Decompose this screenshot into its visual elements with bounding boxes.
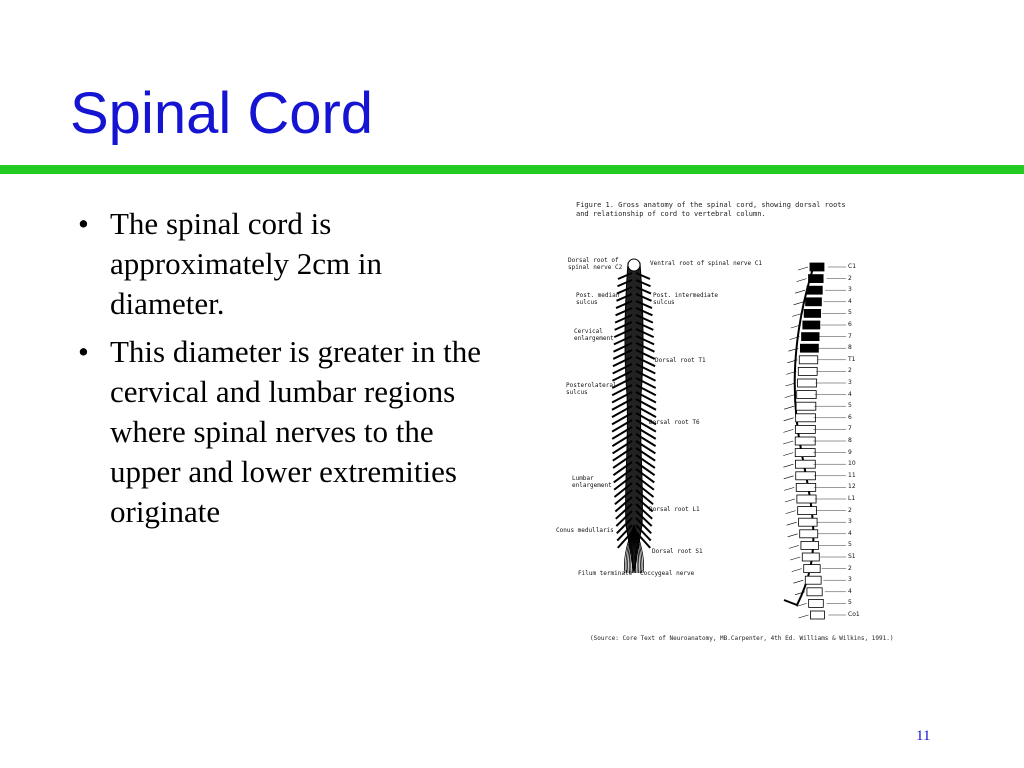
bullet-item <box>78 204 498 324</box>
vertebra-nerve <box>789 545 799 548</box>
vertebra <box>803 321 820 329</box>
vertebra <box>809 275 824 283</box>
vertebra-label: L1 <box>848 495 856 502</box>
vertebra-label: 4 <box>848 587 852 595</box>
vertebra-nerve <box>795 592 805 595</box>
vertebral-column-drawing <box>783 263 846 619</box>
vertebra-nerve <box>784 418 794 421</box>
vertebra-label: 5 <box>848 541 852 549</box>
vertebra-nerve <box>798 615 808 618</box>
vertebra <box>810 263 824 271</box>
vertebra-nerve <box>786 511 796 514</box>
vertebra-nerve <box>790 557 800 560</box>
vertebra <box>802 333 820 341</box>
vertebra-nerve <box>784 406 794 409</box>
vertebra-nerve <box>794 302 804 305</box>
bullet-marker: • <box>78 206 89 241</box>
vertebra-label: 9 <box>848 448 852 456</box>
label-conus-medullaris: Conus medullaris <box>556 527 614 534</box>
vertebra-label: 3 <box>848 576 852 584</box>
page-number: 11 <box>916 728 931 744</box>
vertebra-label: 2 <box>848 506 852 514</box>
spinal-cord-drawing <box>612 259 656 573</box>
label-dorsal-root-s1: Dorsal root S1 <box>652 548 703 555</box>
vertebra-label: 3 <box>848 379 852 386</box>
vertebra <box>802 553 819 561</box>
vertebra <box>801 541 819 549</box>
vertebra-label: 6 <box>848 321 852 328</box>
vertebra <box>799 518 817 526</box>
vertebra-label: Co1 <box>848 611 860 618</box>
vertebra-label: 4 <box>848 297 852 305</box>
vertebra-label: 2 <box>848 367 852 375</box>
vertebra <box>797 379 816 387</box>
vertebra-label: 8 <box>848 437 852 444</box>
vertebra <box>795 460 815 468</box>
label-post-median-sulcus: Post. median sulcus <box>576 292 620 306</box>
bullet-list <box>78 204 498 540</box>
vertebra-label: 3 <box>848 518 852 526</box>
vertebra-nerve <box>793 580 803 583</box>
vertebra-nerve <box>788 534 798 537</box>
label-dorsal-root-l1: Dorsal root L1 <box>649 506 700 513</box>
vertebra-nerve <box>783 453 793 456</box>
slide-title: Spinal Cord <box>70 81 374 146</box>
vertebra-label: 3 <box>848 286 852 294</box>
vertebra <box>799 356 817 364</box>
vertebra-label: 5 <box>848 309 852 317</box>
vertebra-nerve <box>784 476 794 479</box>
vertebra <box>797 495 816 503</box>
vertebra <box>798 367 817 375</box>
label-dorsal-root-c2: Dorsal root of spinal nerve C2 <box>568 257 623 271</box>
vertebra-label: S1 <box>848 553 856 560</box>
vertebra <box>807 286 822 294</box>
vertebra <box>795 449 815 457</box>
vertebra-nerve <box>797 279 807 282</box>
vertebra-nerve <box>784 487 794 490</box>
bullet-text: This diameter is greater in the cervical and lumbar regions where spinal nerves to the upper and lower extremities originate <box>110 334 482 529</box>
label-post-intermediate-sulcus: Post. intermediate sulcus <box>653 292 719 306</box>
vertebra <box>797 391 816 399</box>
vertebra <box>796 402 816 410</box>
vertebra <box>804 565 820 573</box>
vertebra-label: C1 <box>848 263 857 270</box>
vertebra <box>810 611 824 619</box>
vertebra <box>796 472 816 480</box>
vertebra <box>809 599 824 607</box>
vertebra-nerve <box>785 499 795 502</box>
vertebra-nerve <box>783 464 793 467</box>
vertebra-label: 12 <box>848 483 856 491</box>
label-coccygeal-nerve: Coccygeal nerve <box>640 570 695 577</box>
bullet-marker: • <box>78 334 89 369</box>
label-cervical-enlargement: Cervical enlargement <box>574 328 614 342</box>
vertebra-nerve <box>783 429 793 432</box>
vertebra <box>796 483 815 491</box>
label-filum-terminale: Filum terminale <box>578 570 633 577</box>
label-dorsal-root-t6: Dorsal root T6 <box>649 419 700 426</box>
figure-caption: Figure 1. Gross anatomy of the spinal cord, showing dorsal roots and relationship of cord to vertebral column. <box>576 201 846 218</box>
label-ventral-root-c1: Ventral root of spinal nerve C1 <box>650 260 762 267</box>
vertebra <box>800 530 818 538</box>
vertebra-label: 8 <box>848 344 852 352</box>
vertebra-nerve <box>795 290 805 293</box>
bullet-text: The spinal cord is approximately 2cm in diameter. <box>110 206 383 321</box>
vertebra-label: 5 <box>848 402 852 410</box>
bullet-item <box>78 332 498 532</box>
vertebra-nerve <box>785 395 795 398</box>
vertebra <box>795 437 815 445</box>
vertebra-label: 4 <box>848 529 852 537</box>
vertebra-label: T1 <box>848 355 856 363</box>
label-dorsal-root-t1: Dorsal root T1 <box>655 357 706 364</box>
vertebra-nerve <box>783 441 793 444</box>
vertebra-nerve <box>798 267 808 270</box>
vertebra-label: 2 <box>848 564 852 572</box>
vertebra <box>804 309 820 317</box>
vertebra-label: 4 <box>848 390 852 398</box>
vertebra-label: 7 <box>848 332 852 340</box>
label-posterolateral-sulcus: Posterolateral sulcus <box>566 382 617 396</box>
vertebra <box>795 425 815 433</box>
vertebra-label: 2 <box>848 274 852 282</box>
vertebra-label: 6 <box>848 413 852 421</box>
vertebra <box>806 298 822 306</box>
vertebra-label: 11 <box>848 471 856 479</box>
vertebra-nerve <box>787 522 797 525</box>
vertebra <box>798 507 817 515</box>
vertebra-nerve <box>792 569 802 572</box>
vertebra <box>800 344 818 352</box>
cord-top <box>628 259 640 271</box>
vertebra <box>796 414 816 422</box>
vertebra <box>805 576 821 584</box>
vertebra-label: 5 <box>848 599 852 607</box>
figure-source: (Source: Core Text of Neuroanatomy, MB.Carpenter, 4th Ed. Williams & Wilkins, 1991.) <box>590 635 894 642</box>
vertebra-label: 10 <box>848 460 856 468</box>
vertebra-label: 7 <box>848 425 852 433</box>
title-divider <box>0 165 1024 174</box>
vertebra <box>807 588 822 596</box>
label-lumbar-enlargement: Lumbar enlargement <box>572 475 612 489</box>
spinal-cord-figure <box>552 195 894 650</box>
